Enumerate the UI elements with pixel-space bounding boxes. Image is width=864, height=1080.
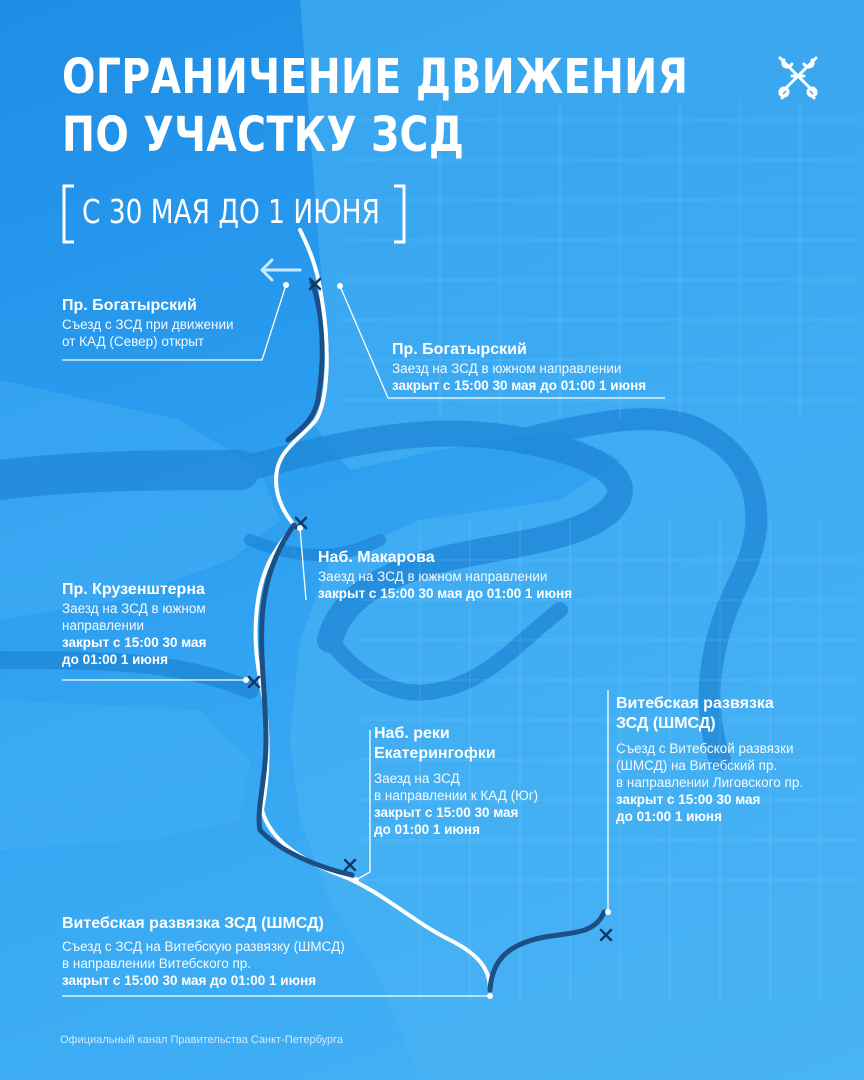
callout-vitebskaya-zsd: Витебская развязка ЗСД (ШМСД) Съезд с ЗСД на Витебскую развязку (ШМСД) в направлении Витебского пр. закрыт с 15:00 30 мая до 01:00 1 июня <box>62 915 345 988</box>
saint-petersburg-emblem-icon <box>770 48 826 104</box>
footer-credit: Официальный канал Правительства Санкт-Петербурга <box>60 1034 344 1046</box>
callout-kruzenshterna: Пр. Крузенштерна Заезд на ЗСД в южном направлении закрыт с 15:00 30 мая до 01:00 1 июня <box>62 581 207 667</box>
callout-vitebskaya-shmsd: Витебская развязка ЗСД (ШМСД) Съезд с Витебской развязки (ШМСД) на Витебский пр. в направлении Лиговского пр. закрыт с 15:00 30 мая до 01:00 1 июня <box>616 695 804 824</box>
title-line-2: ПО УЧАСТКУ ЗСД <box>62 107 465 163</box>
title-line-1: ОГРАНИЧЕНИЕ ДВИЖЕНИЯ <box>62 49 689 105</box>
callout-makarova: Наб. Макарова Заезд на ЗСД в южном направлении закрыт с 15:00 30 мая до 01:00 1 июня <box>318 549 573 601</box>
callout-bogatyrsky-exit: Пр. Богатырский Съезд с ЗСД при движении от КАД (Север) открыт <box>62 297 234 349</box>
callout-bogatyrsky-entry: Пр. Богатырский Заезд на ЗСД в южном направлении закрыт с 15:00 30 мая до 01:00 1 июня <box>392 341 647 393</box>
date-range: С 30 МАЯ ДО 1 ИЮНЯ <box>82 192 380 231</box>
callout-ekateringofki: Наб. реки Екатерингофки Заезд на ЗСД в направлении к КАД (Юг) закрыт с 15:00 30 мая до 01:00 1 июня <box>374 725 539 837</box>
route-exit-arrow <box>262 260 300 280</box>
page-title <box>62 48 688 164</box>
